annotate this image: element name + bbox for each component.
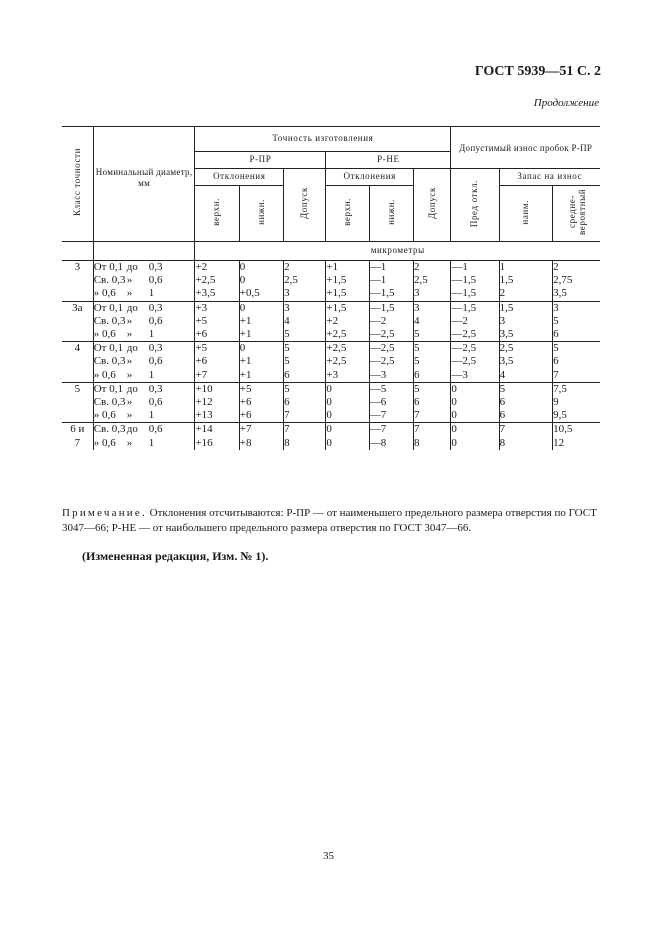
cell-tolerance-rne: 2 2,5 3 bbox=[414, 261, 451, 302]
header-rne: Р-НЕ bbox=[326, 152, 451, 169]
cell-class: 5 bbox=[62, 382, 93, 423]
header-accuracy: Точность изготовления bbox=[195, 127, 451, 152]
header-blank-1 bbox=[62, 242, 93, 261]
page-number: 35 bbox=[323, 850, 334, 862]
tolerance-table bbox=[62, 126, 600, 450]
cell-lower-rne: —5 —6 —7 bbox=[369, 382, 413, 423]
header-limit-deviation: Пред откл. bbox=[451, 169, 499, 242]
header-deviations-rne: Отклонения bbox=[326, 169, 414, 186]
cell-tolerance-rne: 5 5 6 bbox=[414, 342, 451, 383]
cell-lower-rpr: 0 +1 +1 bbox=[239, 342, 283, 383]
cell-lower-rpr: 0 +1 +1 bbox=[239, 301, 283, 342]
cell-class: 3а bbox=[62, 301, 93, 342]
header-lower-rne: нижн. bbox=[369, 186, 413, 242]
header-wear: Допустимый износ пробок Р-ПР bbox=[451, 127, 600, 169]
cell-lower-rpr: +5 +6 +6 bbox=[239, 382, 283, 423]
table-row-group-3a bbox=[62, 301, 600, 342]
cell-upper-rne: 0 0 bbox=[326, 423, 369, 450]
table-note bbox=[62, 506, 602, 536]
cell-class: 6 и 7 bbox=[62, 423, 93, 450]
cell-diameter: От 0,1 до 0,3 Св. 0,3» 0,6 » 0,6 » 1 bbox=[93, 382, 195, 423]
note-text: Отклонения отсчитываются: Р-ПР — от наименьшего предельного размера отверстия по ГОСТ 3047—66; Р-НЕ — от наибольшего предельного размера отверстия по ГОСТ 3047—66. bbox=[62, 507, 597, 534]
cell-average: 5 6 7 bbox=[553, 342, 600, 383]
cell-lower-rne: —1,5 —2 —2,5 bbox=[369, 301, 413, 342]
header-lower-rpr: нижн. bbox=[239, 186, 283, 242]
cell-class: 3 bbox=[62, 261, 93, 302]
cell-limit-deviation: 0 0 0 bbox=[451, 382, 499, 423]
table-row-group-3 bbox=[62, 261, 600, 302]
header-blank-2 bbox=[93, 242, 195, 261]
header-units: микрометры bbox=[195, 242, 600, 261]
header-nominal-diameter: Номинальный диаметр, мм bbox=[93, 127, 195, 242]
cell-upper-rpr: +3 +5 +6 bbox=[195, 301, 239, 342]
header-rpr: Р-ПР bbox=[195, 152, 326, 169]
cell-upper-rpr: +2 +2,5 +3,5 bbox=[195, 261, 239, 302]
header-wear-margin: Запас на износ bbox=[499, 169, 600, 186]
cell-lower-rpr: 0 0 +0,5 bbox=[239, 261, 283, 302]
cell-upper-rpr: +14 +16 bbox=[195, 423, 239, 450]
cell-upper-rne: +2,5 +2,5 +3 bbox=[326, 342, 369, 383]
cell-tolerance-rne: 5 6 7 bbox=[414, 382, 451, 423]
cell-limit-deviation: —1 —1,5 —1,5 bbox=[451, 261, 499, 302]
cell-tolerance-rne: 3 4 5 bbox=[414, 301, 451, 342]
cell-tolerance-rpr: 5 6 7 bbox=[284, 382, 326, 423]
continued-label: Продолжение bbox=[533, 97, 599, 109]
cell-min: 7 8 bbox=[499, 423, 552, 450]
header-upper-rpr: верхн. bbox=[195, 186, 239, 242]
cell-average: 3 5 6 bbox=[553, 301, 600, 342]
cell-min: 1 1,5 2 bbox=[499, 261, 552, 302]
cell-upper-rpr: +10 +12 +13 bbox=[195, 382, 239, 423]
table-row-group-4 bbox=[62, 342, 600, 383]
cell-class: 4 bbox=[62, 342, 93, 383]
cell-tolerance-rpr: 5 5 6 bbox=[284, 342, 326, 383]
cell-upper-rne: +1 +1,5 +1,5 bbox=[326, 261, 369, 302]
cell-limit-deviation: —2,5 —2,5 —3 bbox=[451, 342, 499, 383]
header-class: Класс точности bbox=[62, 127, 93, 242]
cell-limit-deviation: 0 0 bbox=[451, 423, 499, 450]
header-tolerance-rne: Допуск bbox=[414, 169, 451, 242]
edit-note: (Измененная редакция, Изм. № 1). bbox=[82, 549, 269, 563]
cell-tolerance-rne: 7 8 bbox=[414, 423, 451, 450]
cell-upper-rpr: +5 +6 +7 bbox=[195, 342, 239, 383]
cell-tolerance-rpr: 2 2,5 3 bbox=[284, 261, 326, 302]
cell-average: 7,5 9 9,5 bbox=[553, 382, 600, 423]
cell-min: 1,5 3 3,5 bbox=[499, 301, 552, 342]
cell-tolerance-rpr: 3 4 5 bbox=[284, 301, 326, 342]
cell-average: 10,5 12 bbox=[553, 423, 600, 450]
cell-diameter: Св. 0,3до 0,6 » 0,6 » 1 bbox=[93, 423, 195, 450]
cell-min: 5 6 6 bbox=[499, 382, 552, 423]
cell-lower-rne: —2,5 —2,5 —3 bbox=[369, 342, 413, 383]
cell-min: 2,5 3,5 4 bbox=[499, 342, 552, 383]
cell-limit-deviation: —1,5 —2 —2,5 bbox=[451, 301, 499, 342]
cell-diameter: От 0,1 до 0,3 Св. 0,3» 0,6 » 0,6 » 1 bbox=[93, 301, 195, 342]
cell-lower-rne: —1 —1 —1,5 bbox=[369, 261, 413, 302]
cell-tolerance-rpr: 7 8 bbox=[284, 423, 326, 450]
header-upper-rne: верхн. bbox=[326, 186, 369, 242]
cell-average: 2 2,75 3,5 bbox=[553, 261, 600, 302]
header-min: наим. bbox=[499, 186, 552, 242]
cell-diameter: От 0,1 до 0,3 Св. 0,3» 0,6 » 0,6 » 1 bbox=[93, 261, 195, 302]
cell-upper-rne: +1,5 +2 +2,5 bbox=[326, 301, 369, 342]
header-deviations-rpr: Отклонения bbox=[195, 169, 284, 186]
cell-lower-rne: —7 —8 bbox=[369, 423, 413, 450]
header-average: средне-вероятный bbox=[553, 186, 600, 242]
table-row-group-5 bbox=[62, 382, 600, 423]
table-row-group-6-7 bbox=[62, 423, 600, 450]
cell-diameter: От 0,1 до 0,3 Св. 0,3» 0,6 » 0,6 » 1 bbox=[93, 342, 195, 383]
header-tolerance-rpr: Допуск bbox=[284, 169, 326, 242]
document-code: ГОСТ 5939—51 С. 2 bbox=[474, 64, 601, 79]
note-label: Примечание. bbox=[62, 507, 147, 519]
cell-upper-rne: 0 0 0 bbox=[326, 382, 369, 423]
cell-lower-rpr: +7 +8 bbox=[239, 423, 283, 450]
